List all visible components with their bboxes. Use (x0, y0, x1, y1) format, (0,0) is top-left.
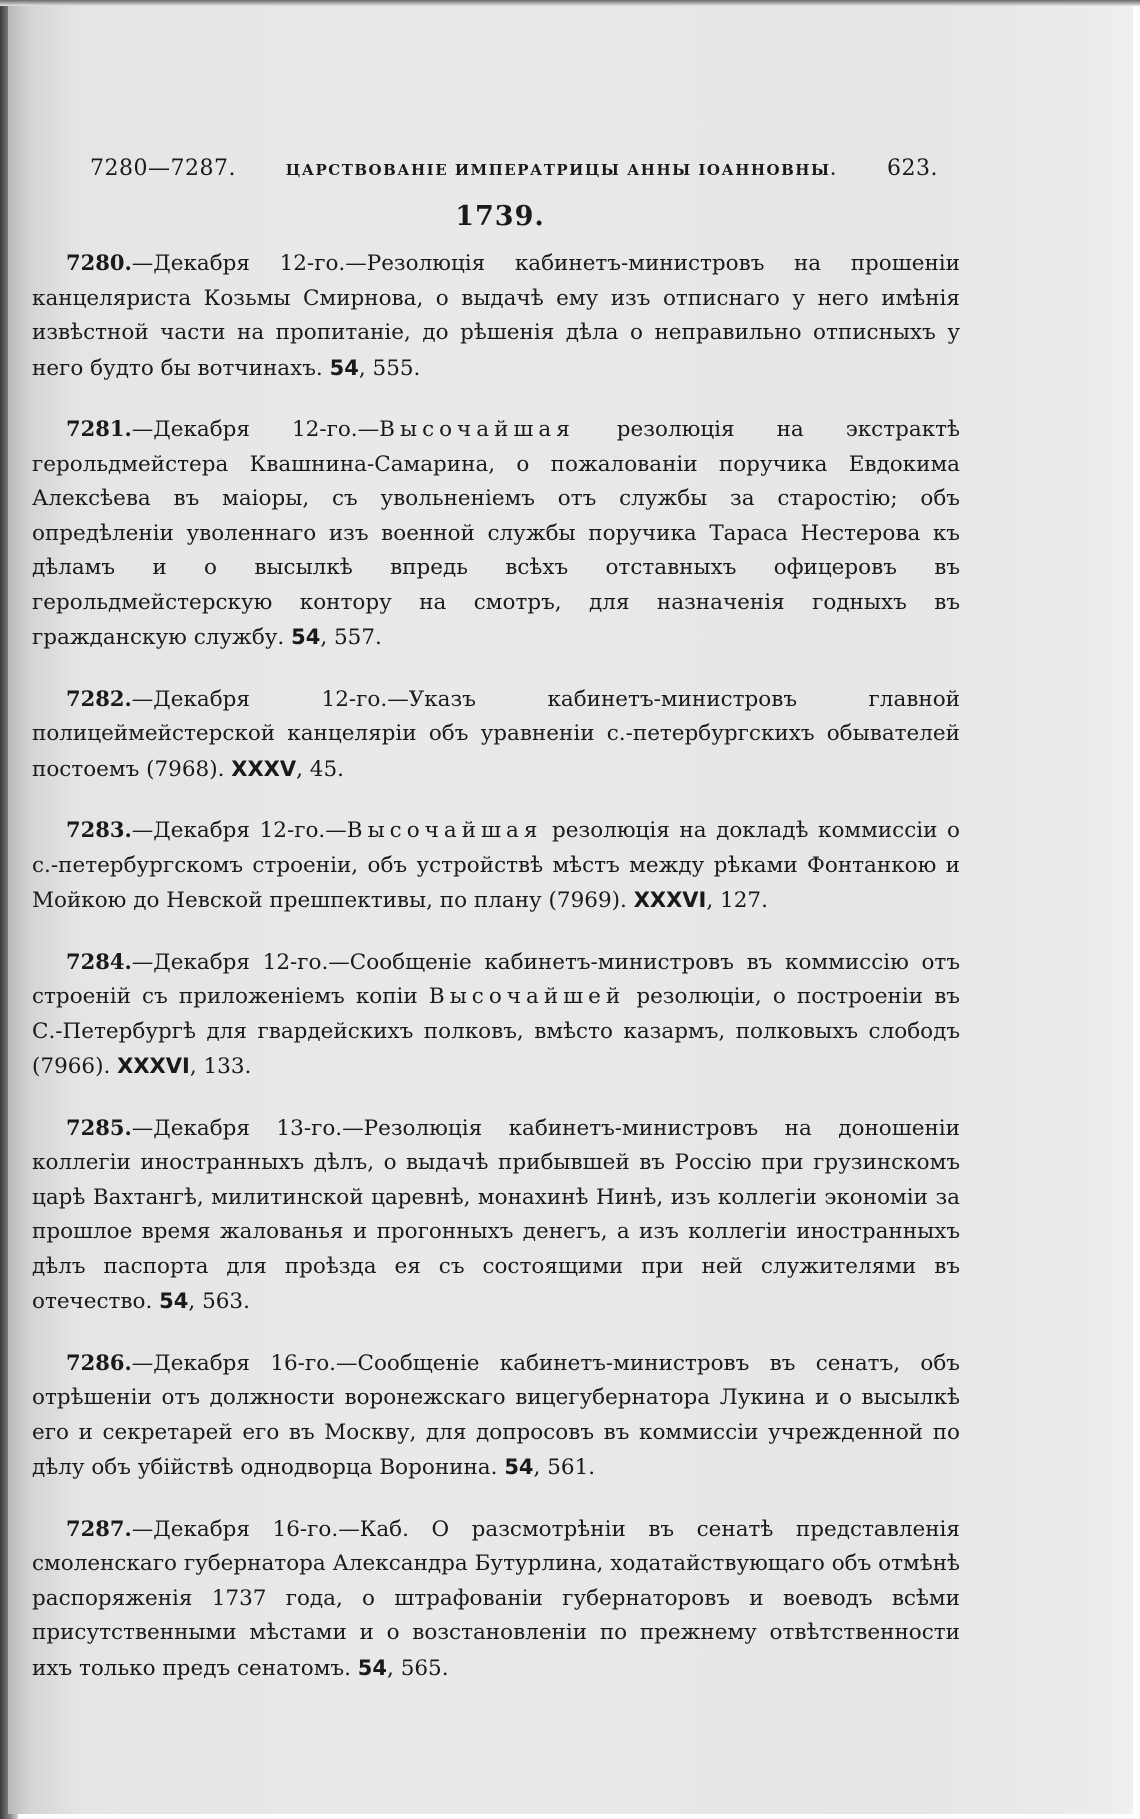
running-head (32, 156, 968, 181)
entry-text-lead: —Декабря 12-го.— (131, 818, 347, 843)
volume-ref: 54 (329, 355, 359, 380)
volume-ref: XXXV (231, 756, 297, 781)
entry-text: —Декабря 12-го.—Указъ кабинетъ-министровъ главной полицеймейстерской канцеляріи объ уравненіи с.-петербургскихъ обывателей постоемъ (7968). (32, 686, 960, 782)
entry-text: резолюція на докладѣ коммиссіи о с.-петербургскомъ строеніи, объ устройствѣ мѣстъ между рѣками Фонтанкою и Мойкою до Невской прешпективы, по плану (7969). (32, 818, 961, 913)
entry-text: резолюція на экстрактѣ герольдмейстера Квашнина-Самарина, о пожалованіи поручика Евдокима Алексѣева въ маіоры, съ увольненіемъ отъ службы за старостію; объ опредѣленіи уволеннаго изъ военной службы поручика Тараса Нестерова къ дѣламъ и о высылкѣ впредь всѣхъ отставныхъ офицеровъ въ герольдмейстерскую контору на смотръ, для назначенія годныхъ въ гражданскую службу. (32, 417, 960, 650)
page-ref: , 563. (188, 1289, 250, 1314)
entry-number: 7283. (66, 817, 132, 842)
entry-emphasis: Высочайшая (379, 417, 575, 442)
entry-text-lead: —Декабря 12-го.— (131, 417, 380, 442)
entry-7282 (32, 682, 968, 788)
volume-ref: 54 (159, 1289, 189, 1313)
entry-7281 (32, 412, 968, 656)
entry-number: 7282. (66, 685, 132, 711)
entry-number: 7281. (66, 416, 132, 441)
entry-emphasis: Высочайшей (428, 984, 626, 1009)
page-ref: , 557. (320, 625, 382, 650)
page-ref: , 45. (296, 756, 344, 782)
entry-text: —Декабря 13-го.—Резолюція кабинетъ-министровъ на доношеніи коллегіи иностранныхъ дѣлъ, о выдачѣ прибывшей въ Россію при грузинскомъ царѣ Вахтангѣ, милитинской царевнѣ, монахинѣ Нинѣ, изъ коллегіи экономіи за прошлое время жалованья и прогонныхъ денегъ, а изъ коллегіи иностранныхъ дѣлъ паспорта для проѣзда ея съ состоящими при ней служителями въ отечество. (32, 1115, 960, 1314)
year-heading: 1739. (455, 201, 545, 232)
entry-emphasis: Высочайшая (346, 818, 543, 843)
page-content (32, 156, 968, 1712)
volume-ref: 54 (504, 1455, 534, 1479)
volume-ref: 54 (291, 625, 321, 649)
entry-number: 7286. (66, 1349, 132, 1375)
entry-number: 7285. (66, 1114, 132, 1140)
entry-7284 (32, 945, 968, 1085)
volume-ref: 54 (357, 1655, 388, 1680)
page-number: 623. (887, 156, 938, 181)
page-ref: , 133. (189, 1054, 252, 1079)
entry-number: 7280. (66, 250, 132, 275)
entry-7285 (32, 1111, 968, 1320)
book-page (8, 6, 1133, 1814)
entry-7287 (32, 1512, 968, 1687)
entry-number: 7284. (66, 948, 132, 974)
entry-7286 (32, 1346, 968, 1486)
running-title: ЦАРСТВОВАНІЕ ИМПЕРАТРИЦЫ АННЫ ІОАННОВНЫ. (285, 161, 838, 179)
volume-ref: XXXVI (633, 888, 707, 912)
entry-text: —Декабря 12-го.—Резолюція кабинетъ-министровъ на прошеніи канцеляриста Козьмы Смирнова, о выдачѣ ему изъ отписнаго у него имѣнія извѣстной части на пропитаніе, до рѣшенія дѣла о неправильно отписныхъ у него будто бы вотчинахъ. (32, 251, 960, 381)
entry-range: 7280—7287. (90, 156, 236, 181)
page-ref: , 561. (533, 1455, 596, 1480)
entry-text: —Декабря 16-го.—Сообщеніе кабинетъ-министровъ въ сенатъ, объ отрѣшеніи отъ должности воронежскаго вицегубернатора Лукина и о высылкѣ его и секретарей его въ Москву, для допросовъ въ коммиссіи учрежденной по дѣлу объ убійствѣ однодворца Воронина. (32, 1350, 960, 1480)
volume-ref: XXXVI (117, 1054, 190, 1078)
entry-number: 7287. (66, 1515, 132, 1541)
entry-text-lead: —Декабря 12-го.—Сообщеніе кабинетъ-министровъ въ коммиссію отъ строеній съ приложеніемъ копіи (32, 949, 960, 1009)
entry-text: —Декабря 16-го.—Каб. О разсмотрѣніи въ сенатѣ представленія смоленскаго губернатора Александра Бутурлина, ходатайствующаго объ отмѣнѣ распоряженія 1737 года, о штрафованіи губернаторовъ и воеводъ всѣми присутственными мѣстами и о возстановленіи по прежнему отвѣтственности ихъ только предъ сенатомъ. (32, 1516, 960, 1681)
entry-7283 (32, 813, 968, 919)
entry-text: резолюціи, о построеніи въ С.-Петербургѣ для гвардейскихъ полковъ, вмѣсто казармъ, полковыхъ слободъ (7966). (32, 984, 960, 1079)
page-ref: , 565. (387, 1655, 449, 1681)
page-ref: , 127. (706, 888, 768, 913)
page-ref: , 555. (358, 355, 421, 381)
entry-7280 (32, 246, 968, 386)
